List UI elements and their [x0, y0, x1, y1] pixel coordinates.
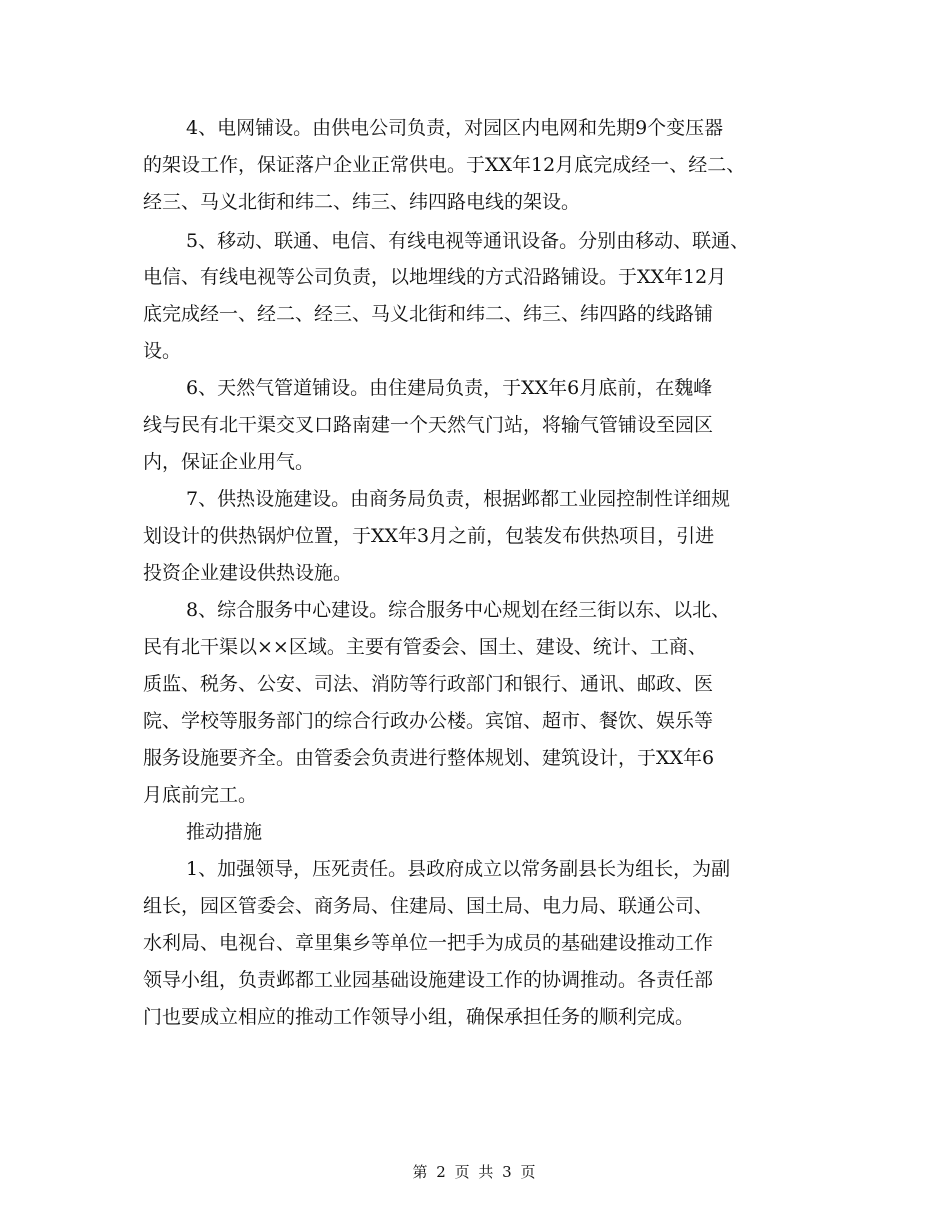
- paragraph-line: 月底前完工。: [143, 784, 258, 806]
- paragraph-line: 划设计的供热锅炉位置，于XX年3月之前，包装发布供热项目，引进: [143, 525, 715, 547]
- paragraph-line: 电信、有线电视等公司负责，以地埋线的方式沿路铺设。于XX年12月: [143, 266, 727, 288]
- paragraph-line: 设。: [143, 340, 182, 362]
- paragraph-line: 门也要成立相应的推动工作领导小组，确保承担任务的顺利完成。: [143, 1006, 695, 1028]
- paragraph-line: 4、电网铺设。由供电公司负责，对园区内电网和先期9个变压器: [186, 117, 724, 139]
- paragraph-line: 6、天然气管道铺设。由住建局负责，于XX年6月底前，在魏峰: [186, 377, 713, 399]
- paragraph-line: 投资企业建设供热设施。: [143, 562, 353, 584]
- paragraph-line: 领导小组，负责邺都工业园基础设施建设工作的协调推动。各责任部: [143, 969, 714, 991]
- paragraph-line: 内，保证企业用气。: [143, 451, 315, 473]
- paragraph-line: 7、供热设施建设。由商务局负责，根据邺都工业园控制性详细规: [186, 488, 731, 510]
- paragraph-line: 1、加强领导，压死责任。县政府成立以常务副县长为组长，为副: [186, 858, 731, 880]
- paragraph-line: 的架设工作，保证落户企业正常供电。于XX年12月底完成经一、经二、: [143, 154, 746, 176]
- paragraph-line: 8、综合服务中心建设。综合服务中心规划在经三街以东、以北、: [186, 599, 731, 621]
- paragraph-line: 底完成经一、经二、经三、马义北街和纬二、纬三、纬四路的线路铺: [143, 303, 714, 325]
- paragraph-line: 质监、税务、公安、司法、消防等行政部门和银行、通讯、邮政、医: [143, 673, 714, 695]
- paragraph-line: 线与民有北干渠交叉口路南建一个天然气门站，将输气管铺设至园区: [143, 414, 714, 436]
- paragraph-line: 服务设施要齐全。由管委会负责进行整体规划、建筑设计，于XX年6: [143, 747, 715, 769]
- section-heading: 推动措施: [186, 821, 263, 843]
- paragraph-line: 院、学校等服务部门的综合行政办公楼。宾馆、超市、餐饮、娱乐等: [143, 710, 714, 732]
- paragraph-line: 水利局、电视台、章里集乡等单位一把手为成员的基础建设推动工作: [143, 932, 714, 954]
- paragraph-line: 5、移动、联通、电信、有线电视等通讯设备。分别由移动、联通、: [186, 230, 750, 252]
- paragraph-line: 经三、马义北街和纬二、纬三、纬四路电线的架设。: [143, 191, 581, 213]
- page-footer: 第 2 页 共 3 页: [412, 1163, 538, 1181]
- paragraph-line: 组长，园区管委会、商务局、住建局、国土局、电力局、联通公司、: [143, 895, 714, 917]
- paragraph-line: 民有北干渠以××区域。主要有管委会、国土、建设、统计、工商、: [143, 636, 707, 658]
